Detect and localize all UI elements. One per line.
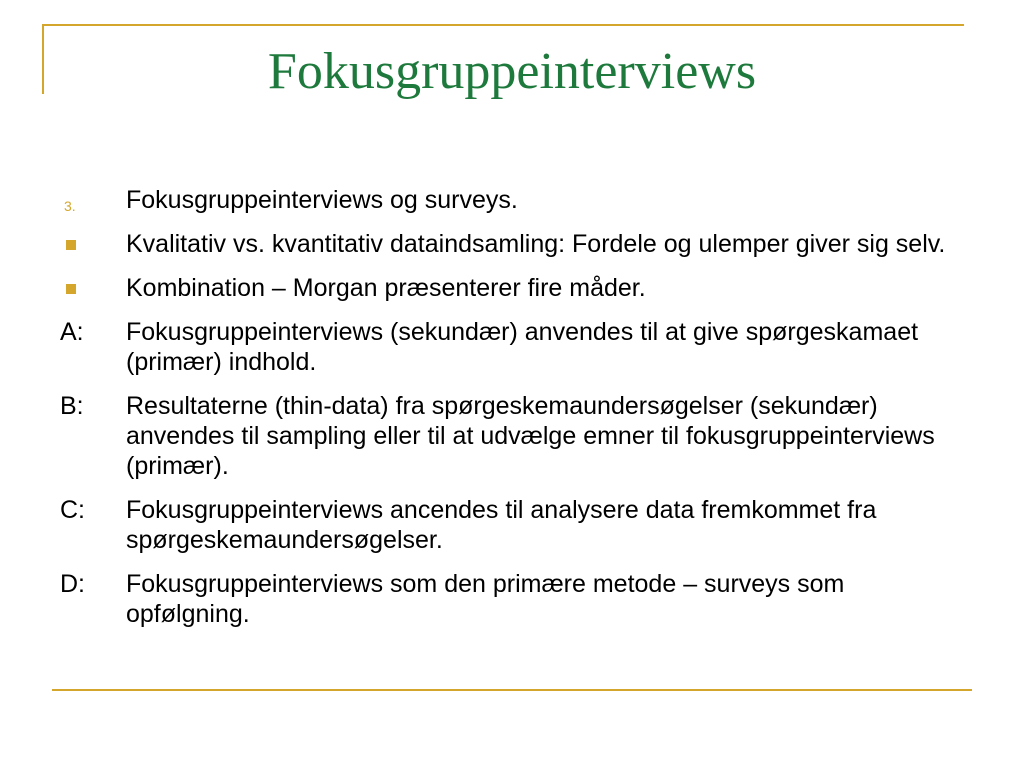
list-item-bullet <box>60 229 970 259</box>
list-item-lettered <box>60 391 970 481</box>
list-item-text: Fokusgruppeinterviews ancendes til analysere data fremkommet fra spørgeskemaundersøgelser. <box>126 496 877 554</box>
list-letter-marker: C: <box>60 496 85 524</box>
list-item-lettered <box>60 317 970 377</box>
slide-title: Fokusgruppeinterviews <box>267 43 757 100</box>
list-item-text: Resultaterne (thin-data) fra spørgeskemaundersøgelser (sekundær) anvendes til sampling eller til at udvælge emner til fokusgruppeinterviews (primær). <box>126 392 935 480</box>
list-item-text: Fokusgruppeinterviews (sekundær) anvendes til at give spørgeskamaet (primær) indhold. <box>126 318 919 376</box>
list-item-numbered <box>60 185 970 215</box>
bottom-border-line <box>52 689 972 691</box>
square-bullet-icon <box>66 284 76 294</box>
list-number-marker: 3. <box>64 198 76 214</box>
square-bullet-icon <box>66 240 76 250</box>
list-item-lettered <box>60 495 970 555</box>
list-item-text: Kombination – Morgan præsenterer fire måder. <box>126 274 646 302</box>
list-letter-marker: B: <box>60 392 84 420</box>
top-border-line <box>44 24 964 26</box>
list-item-text: Fokusgruppeinterviews og surveys. <box>126 186 518 214</box>
list-letter-marker: D: <box>60 570 85 598</box>
list-letter-marker: A: <box>60 318 84 346</box>
list-item-lettered <box>60 569 970 629</box>
list-item-text: Fokusgruppeinterviews som den primære metode – surveys som opfølgning. <box>126 570 845 628</box>
list-item-bullet <box>60 273 970 303</box>
slide-content <box>60 185 970 643</box>
list-item-text: Kvalitativ vs. kvantitativ dataindsamling: Fordele og ulemper giver sig selv. <box>126 230 946 258</box>
